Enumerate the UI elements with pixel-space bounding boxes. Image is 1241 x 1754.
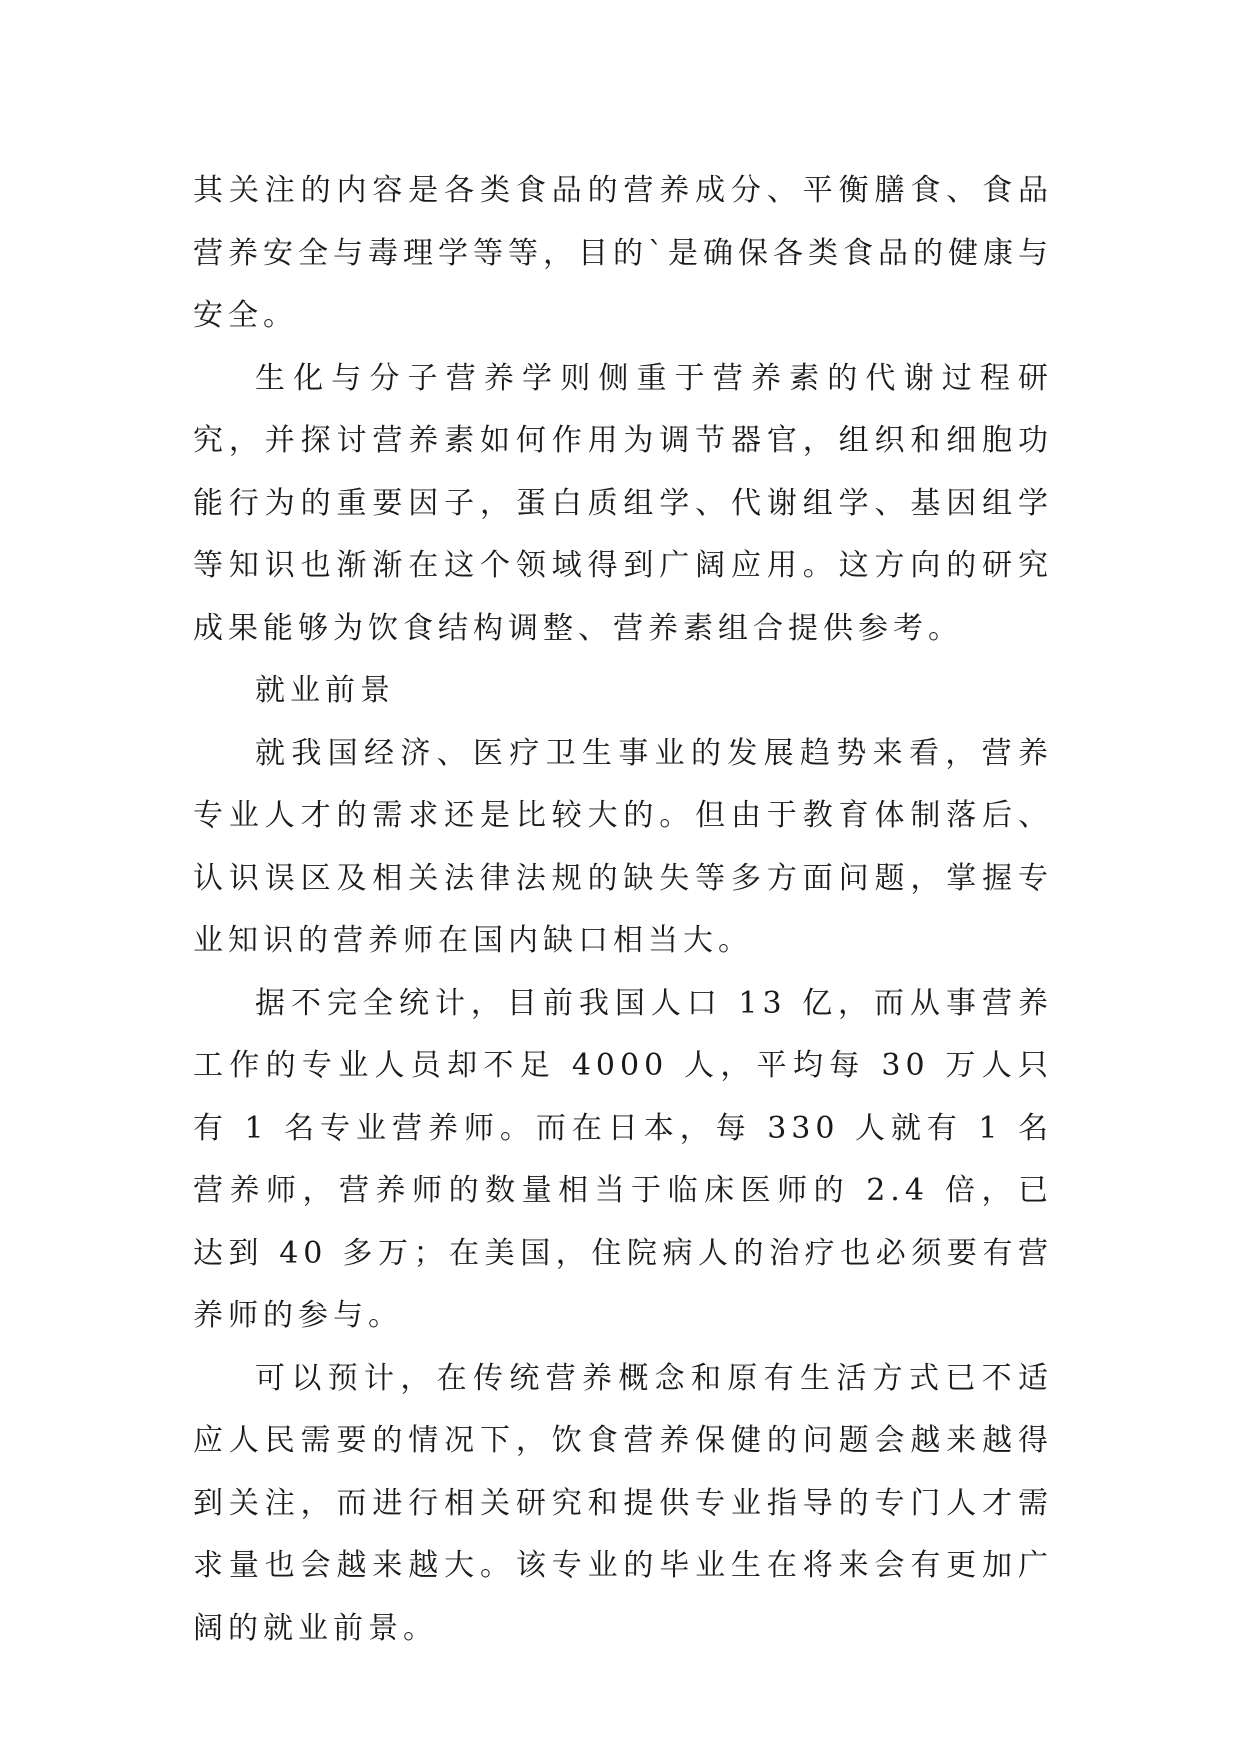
- paragraph-continuation: 其关注的内容是各类食品的营养成分、平衡膳食、食品营养安全与毒理学等等，目的`是确保各类食品的健康与安全。: [193, 173, 1053, 333]
- paragraph-demand: 就我国经济、医疗卫生事业的发展趋势来看，营养专业人才的需求还是比较大的。但由于教育体制落后、认识误区及相关法律法规的缺失等多方面问题，掌握专业知识的营养师在国内缺口相当大。: [193, 735, 1053, 958]
- paragraph-outlook: 可以预计，在传统营养概念和原有生活方式已不适应人民需要的情况下，饮食营养保健的问题会越来越得到关注，而进行相关研究和提供专业指导的专门人才需求量也会越来越大。该专业的毕业生在将来会有更加广阔的就业前景。: [193, 1360, 1053, 1646]
- paragraph-statistics: 据不完全统计，目前我国人口 13 亿，而从事营养工作的专业人员却不足 4000 人，平均每 30 万人只有 1 名专业营养师。而在日本，每 330 人就有 1 名营养师，营养师的数量相当于临床医师的 2.4 倍，已达到 40 多万；在美国，住院病人的治疗也必须要有营养师的参与。: [193, 985, 1053, 1333]
- document-body: [193, 160, 1053, 1660]
- paragraph-biochemistry: 生化与分子营养学则侧重于营养素的代谢过程研究，并探讨营养素如何作用为调节器官，组织和细胞功能行为的重要因子，蛋白质组学、代谢组学、基因组学等知识也渐渐在这个领域得到广阔应用。这方向的研究成果能够为饮食结构调整、营养素组合提供参考。: [193, 360, 1053, 646]
- section-heading-employment: 就业前景: [255, 673, 395, 708]
